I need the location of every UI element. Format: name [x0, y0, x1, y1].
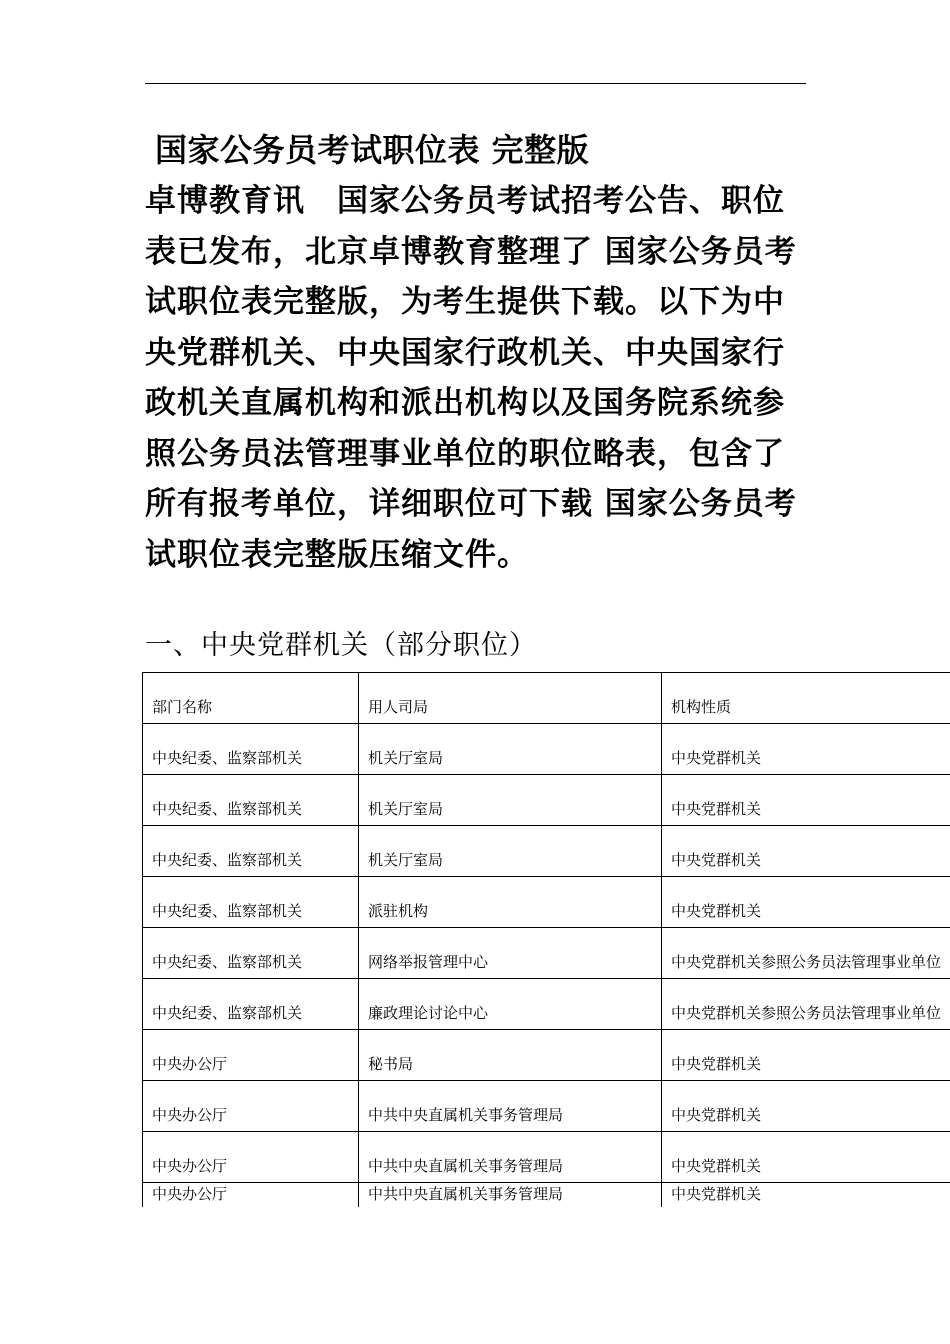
intro-line: 试职位表完整版压缩文件。: [145, 536, 529, 573]
cell-org-type: 中央党群机关: [662, 1030, 950, 1081]
table-row: [143, 1030, 950, 1081]
cell-org-type: 中央党群机关: [662, 826, 950, 877]
table-row: [143, 928, 950, 979]
cell-org-type: 中央党群机关: [662, 1081, 950, 1132]
document-title: 国家公务员考试职位表 完整版: [155, 131, 590, 169]
cell-bureau: 中共中央直属机关事务管理局: [359, 1183, 662, 1208]
cell-org-type: 中央党群机关: [662, 1183, 950, 1208]
cell-department: 中央纪委、监察部机关: [143, 877, 359, 928]
cell-department: 中央办公厅: [143, 1132, 359, 1183]
header-department: 部门名称: [143, 673, 359, 724]
cell-department: 中央纪委、监察部机关: [143, 826, 359, 877]
cell-bureau: 中共中央直属机关事务管理局: [359, 1081, 662, 1132]
cell-bureau: 秘书局: [359, 1030, 662, 1081]
intro-line: 表已发布，北京卓博教育整理了 国家公务员考: [145, 233, 797, 270]
intro-line: 政机关直属机构和派出机构以及国务院系统参: [145, 385, 785, 421]
cell-bureau: 机关厅室局: [359, 724, 662, 775]
section-heading: 一、中央党群机关（部分职位）: [145, 630, 537, 661]
cell-department: 中央纪委、监察部机关: [143, 775, 359, 826]
intro-paragraph: [145, 176, 807, 580]
table-row: [143, 826, 950, 877]
cell-org-type: 中央党群机关: [662, 724, 950, 775]
cell-org-type: 中央党群机关参照公务员法管理事业单位: [662, 928, 950, 979]
table-row: [143, 877, 950, 928]
positions-table-container: [142, 672, 950, 1207]
cell-department: 中央办公厅: [143, 1183, 359, 1208]
table-row: [143, 1132, 950, 1183]
cell-org-type: 中央党群机关: [662, 775, 950, 826]
cell-department: 中央纪委、监察部机关: [143, 979, 359, 1030]
header-org-type: 机构性质: [662, 673, 950, 724]
cell-bureau: 廉政理论讨论中心: [359, 979, 662, 1030]
positions-table: [142, 672, 950, 1207]
header-bureau: 用人司局: [359, 673, 662, 724]
cell-bureau: 中共中央直属机关事务管理局: [359, 1132, 662, 1183]
cell-bureau: 机关厅室局: [359, 826, 662, 877]
intro-line: 央党群机关、中央国家行政机关、中央国家行: [145, 334, 785, 371]
intro-line: 试职位表完整版，为考生提供下载。以下为中: [145, 284, 785, 320]
cell-bureau: 派驻机构: [359, 877, 662, 928]
table-row: [143, 1183, 950, 1208]
cell-org-type: 中央党群机关: [662, 1132, 950, 1183]
table-row: [143, 775, 950, 826]
cell-org-type: 中央党群机关: [662, 877, 950, 928]
table-row: [143, 979, 950, 1030]
cell-department: 中央办公厅: [143, 1030, 359, 1081]
cell-bureau: 网络举报管理中心: [359, 928, 662, 979]
table-row: [143, 1081, 950, 1132]
cell-department: 中央纪委、监察部机关: [143, 724, 359, 775]
cell-org-type: 中央党群机关参照公务员法管理事业单位: [662, 979, 950, 1030]
table-row: [143, 724, 950, 775]
table-header-row: [143, 673, 950, 724]
cell-department: 中央纪委、监察部机关: [143, 928, 359, 979]
intro-line: 卓博教育讯 国家公务员考试招考公告、职位: [145, 183, 785, 219]
intro-line: 照公务员法管理事业单位的职位略表，包含了: [145, 435, 785, 472]
top-divider: [145, 83, 806, 84]
cell-bureau: 机关厅室局: [359, 775, 662, 826]
cell-department: 中央办公厅: [143, 1081, 359, 1132]
intro-line: 所有报考单位，详细职位可下载 国家公务员考: [145, 486, 797, 522]
